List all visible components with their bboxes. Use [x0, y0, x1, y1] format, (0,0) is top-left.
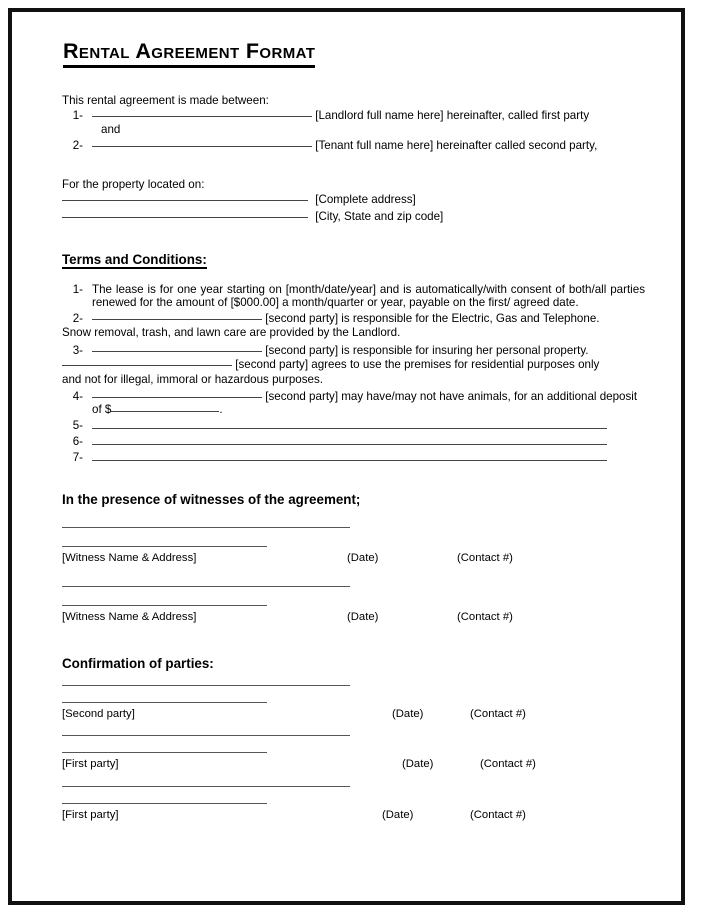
confirmation-signature-line-1[interactable]	[62, 685, 350, 686]
term-row-1	[62, 283, 645, 309]
city-state-zip-blank[interactable]	[62, 217, 308, 218]
witness-who-label-2: [Witness Name & Address]	[62, 610, 197, 623]
party-tag-1: [Landlord full name here] hereinafter, called first party	[315, 108, 590, 122]
witness-block-2	[62, 586, 645, 625]
confirmation-name-line-1[interactable]	[62, 702, 267, 703]
confirmation-section	[62, 656, 645, 823]
witness-labels-2	[62, 610, 645, 625]
witness-name-line-1[interactable]	[62, 546, 267, 547]
term-text-1: The lease is for one year starting on [month/date/year] and is automatically/with consent of both/all parties renewed for the amount of [$000.00] a month/quarter or year, payable on the first/ agreed date.	[92, 283, 645, 310]
address-row-1	[62, 192, 645, 209]
witness-signature-line-2[interactable]	[62, 586, 350, 587]
property-label: For the property located on:	[62, 177, 205, 191]
page-title: Rental Agreement Format	[63, 40, 315, 68]
confirmation-who-label-2: [First party]	[62, 758, 119, 771]
party-body-2	[92, 139, 645, 152]
witness-section	[62, 492, 645, 624]
term-row-4	[62, 390, 645, 416]
address-tag-1: [Complete address]	[315, 192, 416, 206]
witness-heading: In the presence of witnesses of the agreement;	[62, 492, 361, 508]
term4-party-blank[interactable]	[92, 397, 262, 398]
witness-contact-label-1: (Contact #)	[457, 552, 513, 565]
witness-labels-1	[62, 551, 645, 566]
witness-signature-line-1[interactable]	[62, 527, 350, 528]
document-sheet	[12, 12, 681, 901]
deposit-prefix: deposit of $	[92, 390, 638, 417]
confirmation-contact-label-1: (Contact #)	[470, 707, 526, 720]
term-text-3: [second party] is responsible for insuring her personal property.	[265, 343, 589, 357]
blank-term-row-7	[62, 451, 645, 464]
blank-marker-7: 7-	[72, 451, 83, 465]
page-title-wrapper	[62, 40, 645, 68]
address-row-2	[62, 209, 645, 226]
term-row-3	[62, 344, 645, 357]
witness-date-label-1: (Date)	[347, 552, 379, 565]
term-body-4	[92, 390, 645, 416]
tenant-name-blank[interactable]	[92, 146, 312, 147]
confirmation-signature-line-3[interactable]	[62, 786, 350, 787]
address-tag-2: [City, State and zip code]	[315, 209, 444, 223]
term2-party-blank[interactable]	[92, 319, 262, 320]
confirmation-date-label-3: (Date)	[382, 808, 414, 821]
term-marker-3: 3-	[72, 343, 83, 357]
and-connector: and	[101, 122, 121, 136]
term3-continuation-row	[62, 357, 645, 372]
party-tag-2: [Tenant full name here] hereinafter called second party,	[315, 138, 598, 152]
blank-term-line-6[interactable]	[92, 444, 607, 445]
confirmation-heading: Confirmation of parties:	[62, 655, 214, 671]
intro-text: This rental agreement is made between:	[62, 93, 269, 107]
term-text-4: [second party] may have/may not have animals, for an additional	[265, 390, 597, 404]
confirmation-block-1	[62, 685, 645, 722]
blank-term-row-6	[62, 435, 645, 448]
confirmation-labels-1	[62, 707, 645, 722]
confirmation-date-label-2: (Date)	[402, 758, 434, 771]
blank-term-row-5	[62, 419, 645, 432]
document-page-border	[8, 8, 685, 905]
blank-marker-6: 6-	[72, 435, 83, 449]
term-continuation-3: and not for illegal, immoral or hazardous purposes.	[62, 372, 323, 386]
confirmation-name-line-2[interactable]	[62, 752, 267, 753]
confirmation-signature-line-2[interactable]	[62, 735, 350, 736]
confirmation-contact-label-2: (Contact #)	[480, 758, 536, 771]
blank-term-line-7[interactable]	[92, 460, 607, 461]
confirmation-contact-label-3: (Contact #)	[470, 808, 526, 821]
witness-who-label-1: [Witness Name & Address]	[62, 552, 197, 565]
confirmation-name-line-3[interactable]	[62, 803, 267, 804]
address-block	[62, 192, 645, 226]
party-marker-1: 1-	[72, 108, 83, 122]
party-marker-2: 2-	[72, 138, 83, 152]
witness-name-line-2[interactable]	[62, 605, 267, 606]
witness-contact-label-2: (Contact #)	[457, 610, 513, 623]
term-marker-1: 1-	[72, 283, 83, 297]
terms-list	[62, 283, 645, 464]
term3-party-blank-2[interactable]	[62, 365, 232, 366]
confirmation-labels-2	[62, 757, 645, 772]
blank-term-line-5[interactable]	[92, 428, 607, 429]
term-body-2	[92, 312, 645, 325]
blank-marker-5: 5-	[72, 419, 83, 433]
party-body-1	[92, 109, 645, 122]
party-row-1	[62, 109, 645, 122]
confirmation-who-label-1: [Second party]	[62, 707, 135, 720]
landlord-name-blank[interactable]	[92, 116, 312, 117]
confirmation-date-label-1: (Date)	[392, 707, 424, 720]
deposit-suffix: .	[219, 403, 223, 417]
term3-party-blank[interactable]	[92, 351, 262, 352]
term3-continuation-tag: [second party] agrees to use the premises for residential purposes only	[235, 357, 600, 371]
witness-date-label-2: (Date)	[347, 610, 379, 623]
term-text-2: [second party] is responsible for the Electric, Gas and Telephone.	[265, 312, 600, 326]
term-continuation-2: Snow removal, trash, and lawn care are provided by the Landlord.	[62, 326, 401, 340]
confirmation-block-3	[62, 786, 645, 823]
complete-address-blank[interactable]	[62, 200, 308, 201]
witness-block-1	[62, 527, 645, 566]
party-row-2	[62, 139, 645, 152]
term-marker-2: 2-	[72, 312, 83, 326]
deposit-amount-blank[interactable]	[111, 411, 219, 412]
confirmation-block-2	[62, 735, 645, 772]
term-body-3	[92, 344, 645, 357]
confirmation-labels-3	[62, 808, 645, 823]
terms-heading-wrapper	[62, 225, 645, 269]
term-marker-4: 4-	[72, 390, 83, 404]
term-row-2	[62, 312, 645, 325]
terms-heading: Terms and Conditions:	[62, 252, 207, 268]
confirmation-who-label-3: [First party]	[62, 808, 119, 821]
